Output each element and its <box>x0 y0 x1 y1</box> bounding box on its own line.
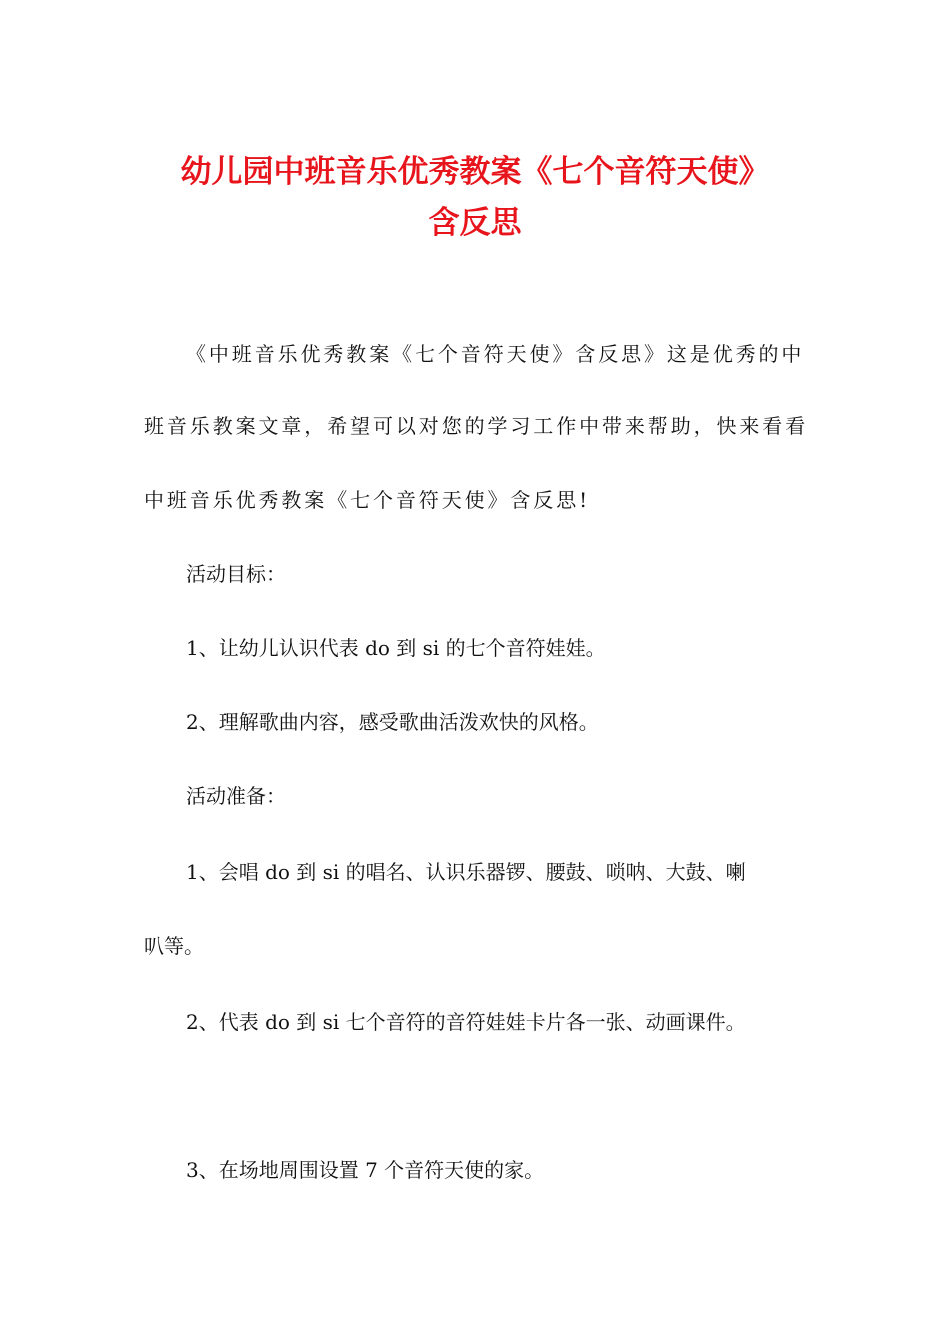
section-heading-goals: 活动目标： <box>186 562 286 586</box>
intro-paragraph-line-2: 班音乐教案文章，希望可以对您的学习工作中带来帮助，快来看看 <box>144 414 809 438</box>
goal-item-2: 2、理解歌曲内容，感受歌曲活泼欢快的风格。 <box>186 710 599 734</box>
preparation-item-3: 3、在场地周围设置 7 个音符天使的家。 <box>186 1158 545 1182</box>
section-heading-preparation: 活动准备： <box>186 784 286 808</box>
document-title-line-2: 含反思 <box>428 205 522 241</box>
preparation-item-2: 2、代表 do 到 si 七个音符的音符娃娃卡片各一张、动画课件。 <box>186 1010 746 1034</box>
intro-paragraph-line-3: 中班音乐优秀教案《七个音符天使》含反思! <box>144 488 591 512</box>
document-title-line-1: 幼儿园中班音乐优秀教案《七个音符天使》 <box>180 154 770 190</box>
preparation-item-1-line-1: 1、会唱 do 到 si 的唱名、认识乐器锣、腰鼓、唢呐、大鼓、喇 <box>186 860 746 884</box>
preparation-item-1-line-2: 叭等。 <box>144 934 204 958</box>
intro-paragraph-line-1: 《中班音乐优秀教案《七个音符天使》含反思》这是优秀的中 <box>186 342 805 366</box>
goal-item-1: 1、让幼儿认识代表 do 到 si 的七个音符娃娃。 <box>186 636 606 660</box>
